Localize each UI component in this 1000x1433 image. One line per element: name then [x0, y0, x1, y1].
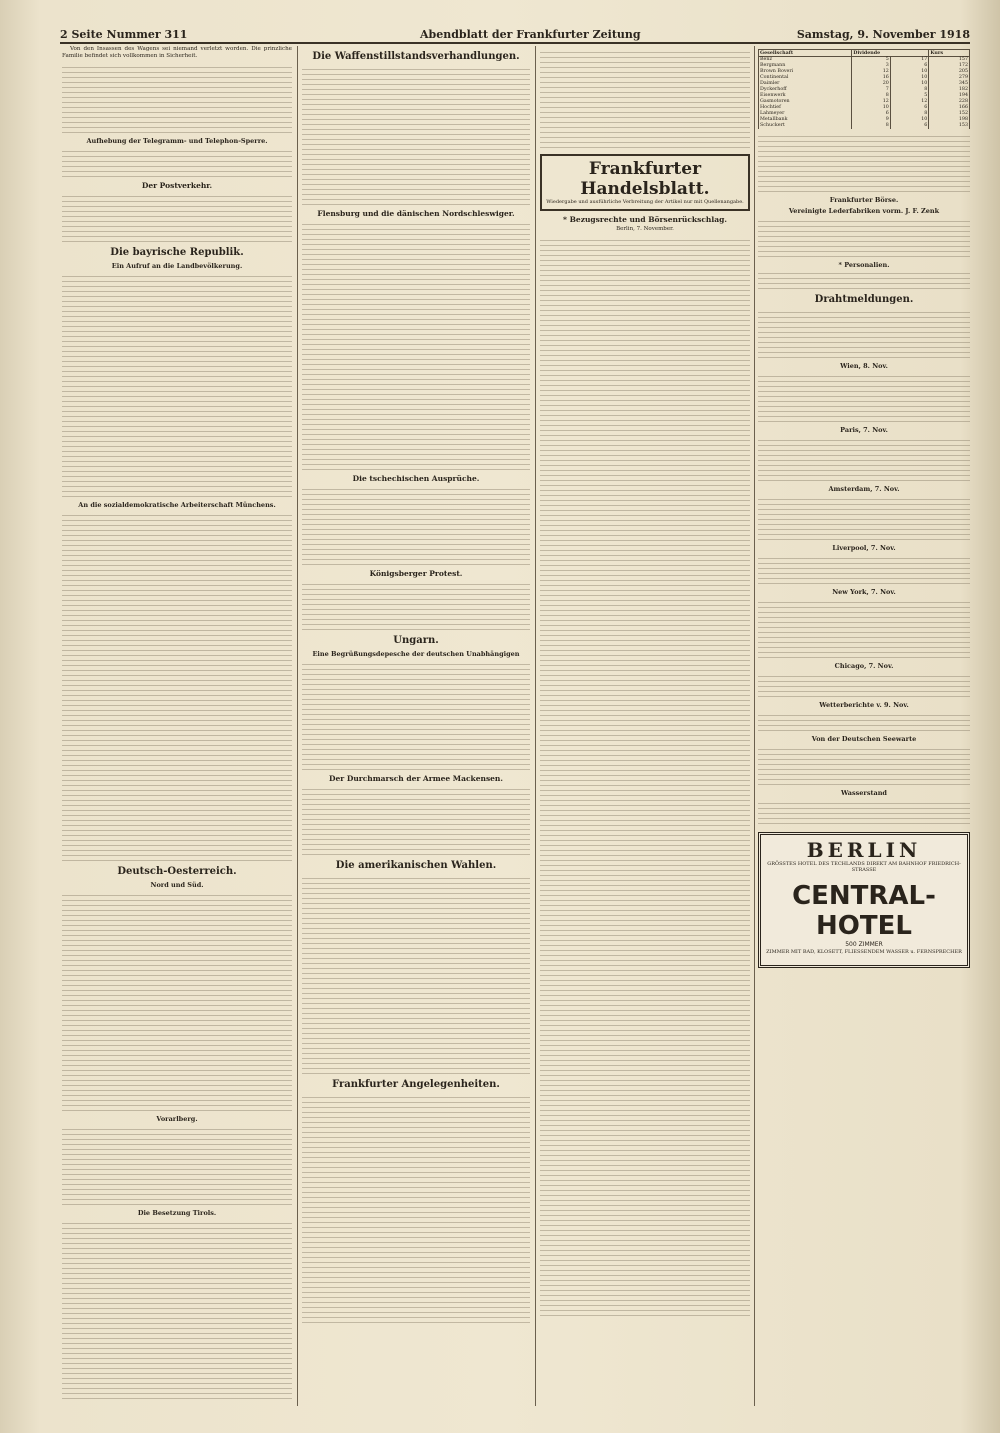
ad-city: BERLIN — [806, 838, 922, 862]
headline-chicago: Chicago, 7. Nov. — [834, 662, 894, 670]
headline-wasserstand: Wasserstand — [841, 789, 887, 797]
text-block — [758, 745, 970, 785]
headline-paris: Paris, 7. Nov. — [840, 426, 888, 434]
table-cell: 5 — [852, 57, 891, 64]
table-cell: Hochtief — [759, 105, 852, 111]
table-cell: 5 — [890, 93, 929, 99]
table-cell: 8 — [890, 87, 929, 93]
table-cell: 10 — [890, 75, 929, 81]
ad-tagline: GRÖSSTES HOTEL DES TECHLANDS DIREKT AM BAHNHOF FRIEDRICH-STRASSE — [767, 861, 961, 873]
headline-protest: Königsberger Protest. — [369, 569, 463, 578]
headline-newyork: New York, 7. Nov. — [832, 588, 896, 596]
table-cell: 9 — [852, 117, 891, 123]
text-block — [540, 236, 750, 1316]
text-block — [302, 580, 530, 630]
table-cell: 6 — [890, 105, 929, 111]
table-cell: Brown Boveri — [759, 69, 852, 75]
headline-postverkehr: Der Postverkehr. — [141, 181, 213, 191]
table-cell: 153 — [929, 123, 970, 129]
table-cell: 3 — [852, 63, 891, 69]
table-cell: 345 — [929, 81, 970, 87]
column-2 — [302, 46, 530, 1406]
handelsblatt-masthead — [540, 154, 750, 211]
table-cell: Gasmotoren — [759, 99, 852, 105]
text-block — [62, 147, 292, 177]
table-cell: 6 — [890, 63, 929, 69]
text-block — [302, 1093, 530, 1323]
text-block — [302, 785, 530, 855]
table-cell: 205 — [929, 69, 970, 75]
text-block — [62, 192, 292, 242]
table-cell: 12 — [852, 99, 891, 105]
table-cell: Bergmann — [759, 63, 852, 69]
text-block — [62, 891, 292, 1111]
table-header: Kurs — [929, 50, 970, 57]
subhead-ungarn: Eine Begrüßungsdepesche der deutschen Unabhängigen — [312, 650, 520, 658]
table-cell: 10 — [852, 105, 891, 111]
table-cell: 198 — [929, 117, 970, 123]
page-number: 2 Seite Nummer 311 — [60, 28, 188, 41]
text-block — [302, 485, 530, 565]
headline-wahlen: Die amerikanischen Wahlen. — [335, 860, 497, 871]
text-block — [62, 1125, 292, 1205]
text-block — [758, 495, 970, 540]
table-cell: Daimler — [759, 81, 852, 87]
table-cell: Eisenwerk — [759, 93, 852, 99]
headline-republik: Die bayrische Republik. — [110, 247, 244, 259]
headline-tschech: Die tschechischen Ausprüche. — [352, 474, 480, 483]
text-block — [758, 372, 970, 422]
headline-seewarte: Von der Deutschen Seewarte — [811, 735, 917, 743]
table-cell: Benz — [759, 57, 852, 64]
column-3 — [540, 46, 750, 1406]
headline-bezugsrechte: * Bezugsrechte und Börsenrückschlag. — [563, 214, 727, 224]
ad-hotel-name: CENTRAL-HOTEL — [792, 881, 936, 941]
table-cell: Lahmeyer — [759, 111, 852, 117]
text-block — [758, 436, 970, 481]
text-block — [62, 1219, 292, 1399]
table-cell: 8 — [890, 111, 929, 117]
table-cell: 17 — [890, 57, 929, 64]
table-cell: 10 — [890, 69, 929, 75]
column-rule — [754, 46, 755, 1406]
newspaper-title: Abendblatt der Frankfurter Zeitung — [420, 28, 641, 41]
table-cell: 228 — [929, 99, 970, 105]
table-header: Gesellschaft — [759, 50, 852, 57]
headline-sozdem: An die sozialdemokratische Arbeiterschaft Münchens. — [78, 501, 276, 510]
headline-wetter: Wetterberichte v. 9. Nov. — [819, 701, 909, 709]
table-cell: 6 — [890, 123, 929, 129]
text-block — [62, 272, 292, 497]
table-cell: 157 — [929, 57, 970, 64]
table-cell: 182 — [929, 87, 970, 93]
table-cell: 10 — [890, 117, 929, 123]
text-block — [758, 672, 970, 697]
headline-tirol: Die Besetzung Tirols. — [137, 1209, 217, 1218]
table-cell: Continental — [759, 75, 852, 81]
text-block — [302, 874, 530, 1074]
table-row — [759, 123, 970, 129]
table-cell: 7 — [852, 87, 891, 93]
handelsblatt-title: Frankfurter Handelsblatt. — [580, 159, 710, 199]
headline-mackensen: Der Durchmarsch der Armee Mackensen. — [328, 774, 503, 783]
headline-oesterreich: Deutsch-Oesterreich. — [117, 866, 237, 878]
headline-liverpool: Liverpool, 7. Nov. — [832, 544, 896, 552]
issue-date: Samstag, 9. November 1918 — [796, 28, 970, 41]
text-block — [62, 63, 292, 133]
handelsblatt-subtitle: Wiedergabe und ausführliche Verbreitung der Artikel nur mit Quellenangabe. — [546, 199, 744, 205]
headline-flensburg: Flensburg und die dänischen Nordschleswiger. — [317, 209, 515, 218]
table-cell: 152 — [929, 111, 970, 117]
table-cell: Metallbank — [759, 117, 852, 123]
text-block — [758, 554, 970, 584]
headline-wien: Wien, 8. Nov. — [840, 362, 888, 370]
text-block — [758, 308, 970, 358]
table-cell: 16 — [852, 75, 891, 81]
text-block — [302, 220, 530, 470]
dateline: Berlin, 7. November. — [616, 225, 674, 232]
table-cell: 8 — [852, 93, 891, 99]
headline-telegramm: Aufhebung der Telegramm- und Telephon-Sperre. — [86, 137, 268, 146]
table-cell: Schuckert — [759, 123, 852, 129]
table-cell: 194 — [929, 93, 970, 99]
headline-drahtmeldungen: Drahtmeldungen. — [814, 294, 914, 305]
table-cell: Dyckerhoff — [759, 87, 852, 93]
text-block — [758, 271, 970, 289]
table-cell: 12 — [890, 99, 929, 105]
ad-rooms: 500 ZIMMER — [845, 941, 883, 948]
column-rule — [535, 46, 536, 1406]
column-rule — [297, 46, 298, 1406]
headline-vorarlberg: Vorarlberg. — [156, 1115, 198, 1124]
headline-personalien: * Personalien. — [838, 261, 890, 269]
text-block — [62, 511, 292, 861]
stock-table — [758, 49, 970, 129]
table-cell: 172 — [929, 63, 970, 69]
text-block — [758, 799, 970, 824]
hotel-advertisement — [758, 832, 970, 968]
ad-amenities: ZIMMER MIT BAD, KLOSETT, FLIESSENDEM WASSER u. FERNSPRECHER — [766, 949, 962, 955]
subhead-oesterreich: Nord und Süd. — [150, 881, 204, 890]
headline-amsterdam: Amsterdam, 7. Nov. — [828, 485, 900, 493]
table-cell: 279 — [929, 75, 970, 81]
table-cell: 10 — [890, 81, 929, 87]
text-block — [302, 660, 530, 770]
table-cell: 6 — [852, 111, 891, 117]
table-cell: 12 — [852, 69, 891, 75]
text-block — [302, 65, 530, 205]
table-cell: 20 — [852, 81, 891, 87]
headline-leder: Vereinigte Lederfabriken vorm. J. F. Zenk — [788, 207, 940, 215]
text-block — [540, 48, 750, 148]
headline-ungarn: Ungarn. — [393, 635, 439, 646]
text-block — [758, 598, 970, 658]
column-4 — [758, 46, 970, 1406]
column-1 — [62, 46, 292, 1406]
intro-paragraph: Von den Insassen des Wagens sei niemand verletzt worden. Die prinzliche Familie befindet sich vollkommen in Sicherheit. — [62, 46, 292, 60]
table-cell: 8 — [852, 123, 891, 129]
subhead-republik: Ein Aufruf an die Landbevölkerung. — [111, 262, 243, 271]
text-block — [758, 132, 970, 192]
table-cell: 166 — [929, 105, 970, 111]
text-block — [758, 217, 970, 257]
text-block — [758, 711, 970, 731]
table-header: Dividende — [852, 50, 929, 57]
page-header — [60, 28, 970, 44]
headline-frankfurt: Frankfurter Angelegenheiten. — [332, 1079, 500, 1090]
headline-waffen: Die Waffenstillstandsverhandlungen. — [312, 51, 520, 62]
headline-boerse: Frankfurter Börse. — [829, 196, 899, 204]
